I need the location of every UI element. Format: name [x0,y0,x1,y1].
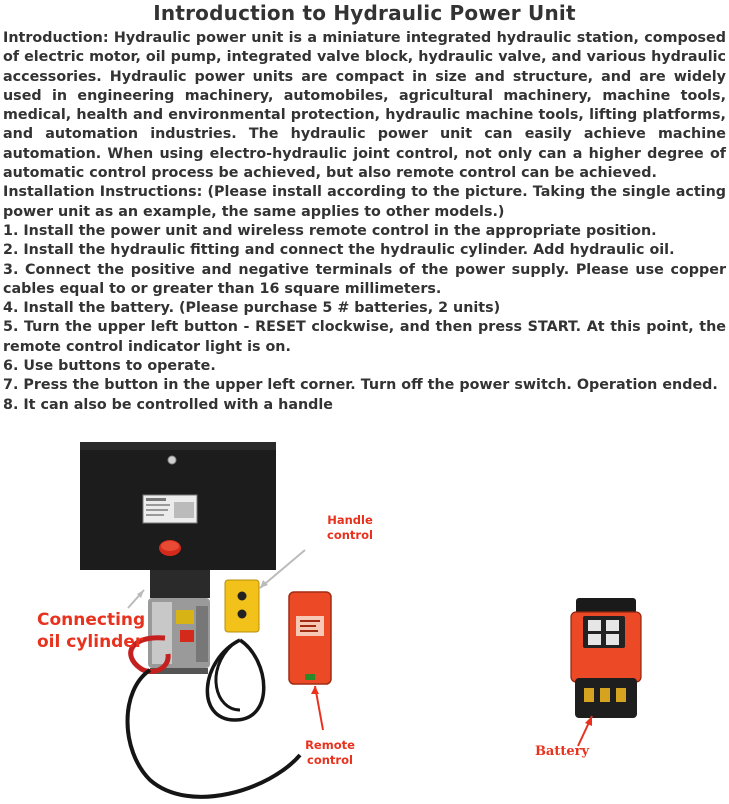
step-item: 3. Connect the positive and negative terminals of the power supply. Please use copper cables equal to or greater than 16 square millimeters. [3,261,726,297]
step-item: 1. Install the power unit and wireless remote control in the appropriate position. [3,222,657,239]
handle-control-label: Handle control [327,513,373,542]
step-item: 5. Turn the upper left button - RESET clockwise, and then press START. At this point, the remote control indicator light is on. [3,319,726,355]
connecting-oil-cylinder-label: Connecting oil cylinder [37,610,146,652]
remote-receiver [289,592,331,684]
handle-pendant [225,580,259,632]
remote-transmitter [571,598,641,718]
step-item: 8. It can also be controlled with a handle [3,396,333,413]
power-cable [128,670,301,797]
motor-assembly [148,570,210,674]
battery-label: Battery [534,744,590,759]
body-text [3,29,726,415]
step-item: 4. Install the battery. (Please purchase 5 # batteries, 2 units) [3,300,501,317]
step-item: 6. Use buttons to operate. [3,358,216,375]
step-item: 2. Install the hydraulic fitting and connect the hydraulic cylinder. Add hydraulic oil. [3,242,675,259]
intro-paragraph: Introduction: Hydraulic power unit is a miniature integrated hydraulic station, composed of electric motor, oil pump, integrated valve block, hydraulic valve, and various hydraulic accessories. Hydraulic power units are compact in size and structure, and are widely used in engineering machinery, automobiles, agricultural machinery, machine tools, medical, health and environmental protection, hydraulic machine tools, lifting platforms, and automation industries. The hydraulic power unit can easily achieve machine automation. When using electro-hydraulic joint control, not only can a higher degree of automatic control process be achieved, but also remote control can be achieved. [3,30,726,182]
page-title: Introduction to Hydraulic Power Unit [153,1,576,25]
product-figure [0,420,729,800]
step-item: 7. Press the button in the upper left corner. Turn off the power switch. Operation ended. [3,377,718,394]
remote-control-label: Remote control [305,738,355,767]
installation-intro: Installation Instructions: (Please install according to the picture. Taking the single acting power unit as an example, the same applies to other models.) [3,184,726,220]
oil-tank [80,442,276,570]
